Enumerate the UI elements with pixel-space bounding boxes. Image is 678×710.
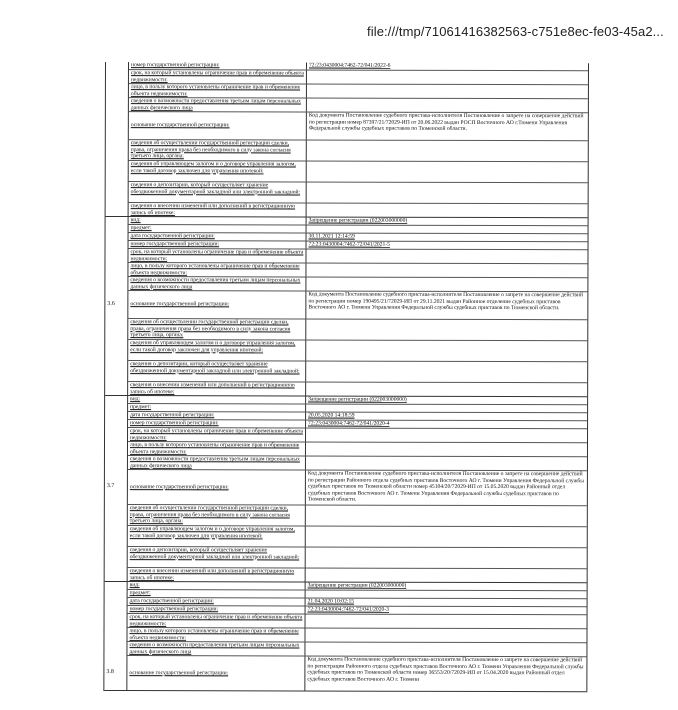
field-label: сведения о депозитарии, который осуществляет хранение обездвиженной документарной закладной или электронной закладной: — [129, 182, 307, 202]
field-label: срок, на который установлены ограничение прав и обременение объекта недвижимости: — [128, 428, 306, 441]
table-row — [129, 112, 588, 141]
table-row — [127, 656, 586, 691]
field-label: сведения о возможности предоставления третьим лицам персональных данных физического лица — [129, 98, 307, 111]
field-label: номер государственной регистрации: — [129, 241, 307, 248]
field-value — [306, 383, 587, 397]
field-value: 20.05.2020 14:18:59 — [308, 412, 355, 419]
field-label: дата государственной регистрации: — [128, 598, 306, 605]
field-label: предмет: — [129, 225, 307, 232]
table-row — [129, 98, 588, 113]
field-value: 30.11.2021 12:14:59 — [308, 233, 355, 240]
table-row — [128, 428, 587, 443]
field-value: 72:23:0430004:7462-72/041/2022-6 — [308, 62, 391, 69]
field-label: сведения о депозитарии, который осуществляет хранение обездвиженной документарной закладной или электронной закладной: — [128, 547, 306, 567]
field-value — [307, 85, 588, 99]
table-row — [128, 442, 587, 457]
field-value: Запрещение регистрации (022003000000) — [307, 582, 407, 589]
field-value: Запрещение регистрации (022003000000) — [308, 396, 407, 403]
field-label: сведения о внесении изменений или дополнений в регистрационную запись об ипотеке: — [128, 382, 306, 395]
registry-extract-table — [103, 62, 589, 692]
table-row — [129, 84, 588, 99]
field-label: предмет: — [128, 590, 306, 597]
field-value: Запрещение регистрации (022003000000) — [308, 217, 408, 224]
field-label: вид: — [128, 582, 306, 589]
section-number-cell — [106, 62, 129, 216]
field-value — [306, 264, 587, 278]
field-label: сведения о возможности предоставления третьим лицам персональных данных физического лица — [128, 456, 306, 469]
field-label: сведения о внесении изменений или дополнений в регистрационную запись об ипотеке: — [129, 203, 307, 216]
section-number-cell — [105, 217, 128, 395]
field-value — [307, 141, 588, 162]
table-row — [128, 263, 587, 278]
field-value — [307, 183, 588, 204]
field-value — [306, 591, 587, 599]
file-url: file:///tmp/71061416382563-c751e8ec-fe03-45a2... — [367, 24, 664, 39]
field-value: 72:23:0430004:7462-72/041/2020-3 — [307, 606, 389, 613]
table-row — [128, 547, 587, 569]
table-row — [128, 340, 587, 362]
field-value — [306, 457, 587, 471]
table-row — [128, 277, 587, 292]
field-label: сведения об осуществлении государственной регистрации сделки, права, ограничения права без необходимого в силу закона согласия третьего лица, органа: — [128, 319, 306, 339]
field-value — [307, 204, 588, 218]
section-number-cell — [104, 582, 127, 690]
field-label: сведения о возможности предоставления третьим лицам персональных данных физического лица — [128, 277, 306, 290]
field-value — [306, 506, 587, 527]
field-value — [307, 162, 588, 183]
field-value: 72:23:0430004:7462-72/041/2021-5 — [308, 241, 390, 248]
field-label: сведения об управляющем залогом и о договоре управления залогом, если такой договор заключен для управления ипотекой: — [129, 161, 307, 181]
field-label: срок, на который установлены ограничение прав и обременение объекта недвижимости: — [128, 614, 306, 627]
field-label: лицо, в пользу которого установлены ограничение прав и обременение объекта недвижимости: — [129, 84, 307, 97]
field-value — [307, 99, 588, 113]
field-value: Код документа Постановление судебного пристава-исполнителя Постановление о запрете на совершение действий по регистрации номер 190495/21/72029-ИП от 29.11.2021 выдан Районное отделение судебных приставов Восточного АО г. Тюмени Управления Федеральной службы судебных приставов по Тюменской области. — [308, 291, 584, 312]
field-label: номер государственной регистрации: — [129, 62, 307, 69]
field-value — [306, 320, 587, 341]
field-label: сведения об осуществлении государственной регистрации сделки, права, ограничения права без необходимого в силу закона согласия третьего лица, органа: — [128, 505, 306, 525]
section-number-cell — [105, 396, 128, 581]
encumbrance-section — [105, 217, 587, 397]
table-row — [128, 526, 587, 548]
field-value — [305, 643, 586, 657]
table-row — [129, 140, 588, 162]
field-label: сведения о возможности предоставления третьим лицам персональных данных физического лица — [127, 642, 305, 655]
field-label: срок, на который установлены ограничение прав и обременение объекта недвижимости: — [128, 249, 306, 262]
table-row — [127, 642, 586, 657]
table-row — [128, 319, 587, 341]
field-value — [306, 615, 587, 629]
field-value: Код документа Постановление судебного пристава-исполнителя Постановление о запрете на совершение действий по регистрации Районного отдела судебных приставов Восточного АО г. Тюмени Управления Федеральной службы судебных приставов по Тюменской области номер 45104/20/72029-ИП от 15.05.2020 выдан Районный отдел судебных приставов Восточного АО г. Тюмени Управления Федеральной службы судебных приставов по Тюменской области. — [307, 470, 585, 504]
field-value — [306, 250, 587, 264]
field-value — [306, 341, 587, 362]
table-row — [129, 70, 588, 85]
table-row — [128, 470, 587, 506]
field-value: 72:23:0430004:7462-72/041/2020-4 — [308, 420, 390, 427]
table-row — [127, 628, 586, 643]
field-label: основание государственной регистрации: — [127, 656, 305, 690]
field-value — [306, 548, 587, 569]
field-label: сведения об управляющем залогом и о договоре управления залогом, если такой договор заключен для управления ипотекой: — [128, 340, 306, 360]
field-label: вид: — [128, 396, 306, 403]
table-row — [128, 361, 587, 383]
field-label: предмет: — [128, 404, 306, 411]
field-label: дата государственной регистрации: — [129, 233, 307, 240]
field-value — [306, 527, 587, 548]
field-value — [306, 429, 587, 443]
field-label: сведения об управляющем залогом и о договоре управления залогом, если такой договор заключен для управления ипотекой: — [128, 526, 306, 546]
field-value — [306, 569, 587, 583]
field-value: Код документа Постановление судебного пристава-исполнителя Постановление о запрете на совершение действий по регистрации номер 87397/21/72029-ИП от 20.06.2022 выдан РОСП Восточного АО г.Тюмени Управления Федеральной службы судебных приставов по Тюменской области. — [308, 112, 584, 133]
field-label: основание государственной регистрации: — [129, 112, 307, 139]
table-row — [128, 456, 587, 471]
section-number: 3.8 — [106, 669, 114, 676]
field-label: лицо, в пользу которого установлены ограничение прав и обременение объекта недвижимости: — [128, 442, 306, 455]
field-value — [306, 405, 587, 413]
table-row — [129, 161, 588, 183]
table-row — [128, 249, 587, 264]
field-label: основание государственной регистрации: — [128, 470, 306, 504]
field-label: лицо, в пользу которого установлены ограничение прав и обременение объекта недвижимости: — [128, 263, 306, 276]
field-value — [305, 629, 586, 643]
field-label: номер государственной регистрации: — [128, 606, 306, 613]
field-value — [307, 226, 588, 234]
section-number: 3.7 — [106, 483, 115, 490]
field-label: дата государственной регистрации: — [128, 412, 306, 419]
table-row — [128, 505, 587, 527]
field-label: лицо, в пользу которого установлены ограничение прав и обременение объекта недвижимости: — [127, 628, 305, 641]
field-label: вид: — [129, 217, 307, 224]
field-value: 21.04.2020 10:02:15 — [307, 598, 355, 605]
field-value — [306, 362, 587, 383]
table-row — [129, 203, 588, 217]
field-label: номер государственной регистрации: — [128, 420, 306, 427]
table-row — [128, 568, 587, 582]
field-value — [306, 443, 587, 457]
field-label: сведения об осуществлении государственной регистрации сделки, права, ограничения права без необходимого в силу закона согласия третьего лица, органа: — [129, 140, 307, 160]
field-label: сведения о депозитарии, который осуществляет хранение обездвиженной документарной закладной или электронной закладной: — [128, 361, 306, 381]
table-row — [128, 291, 587, 320]
encumbrance-section — [104, 582, 586, 692]
table-row — [128, 614, 587, 629]
field-value — [307, 71, 588, 85]
section-number: 3.6 — [107, 300, 115, 307]
field-label: основание государственной регистрации: — [128, 291, 306, 318]
table-row — [129, 182, 588, 204]
field-label: срок, на который установлены ограничение прав и обременение объекта недвижимости: — [129, 70, 307, 83]
field-value: Код документа Постановление судебного пристава-исполнителя Постановление о запрете на совершение действий по регистрации Районного отдела судебных приставов Восточного АО г. Тюмени Управления Федеральной службы судебных приставов по Тюменской области номер 36553/20/72029-ИП от 15.04.2020 выдан Районный отдел судебных приставов Восточного АО г. Тюмени — [307, 656, 584, 683]
field-value — [306, 278, 587, 292]
field-label: сведения о внесении изменений или дополнений в регистрационную запись об ипотеке: — [128, 568, 306, 581]
table-row — [128, 382, 587, 396]
encumbrance-section — [105, 396, 587, 583]
encumbrance-section — [106, 62, 588, 218]
